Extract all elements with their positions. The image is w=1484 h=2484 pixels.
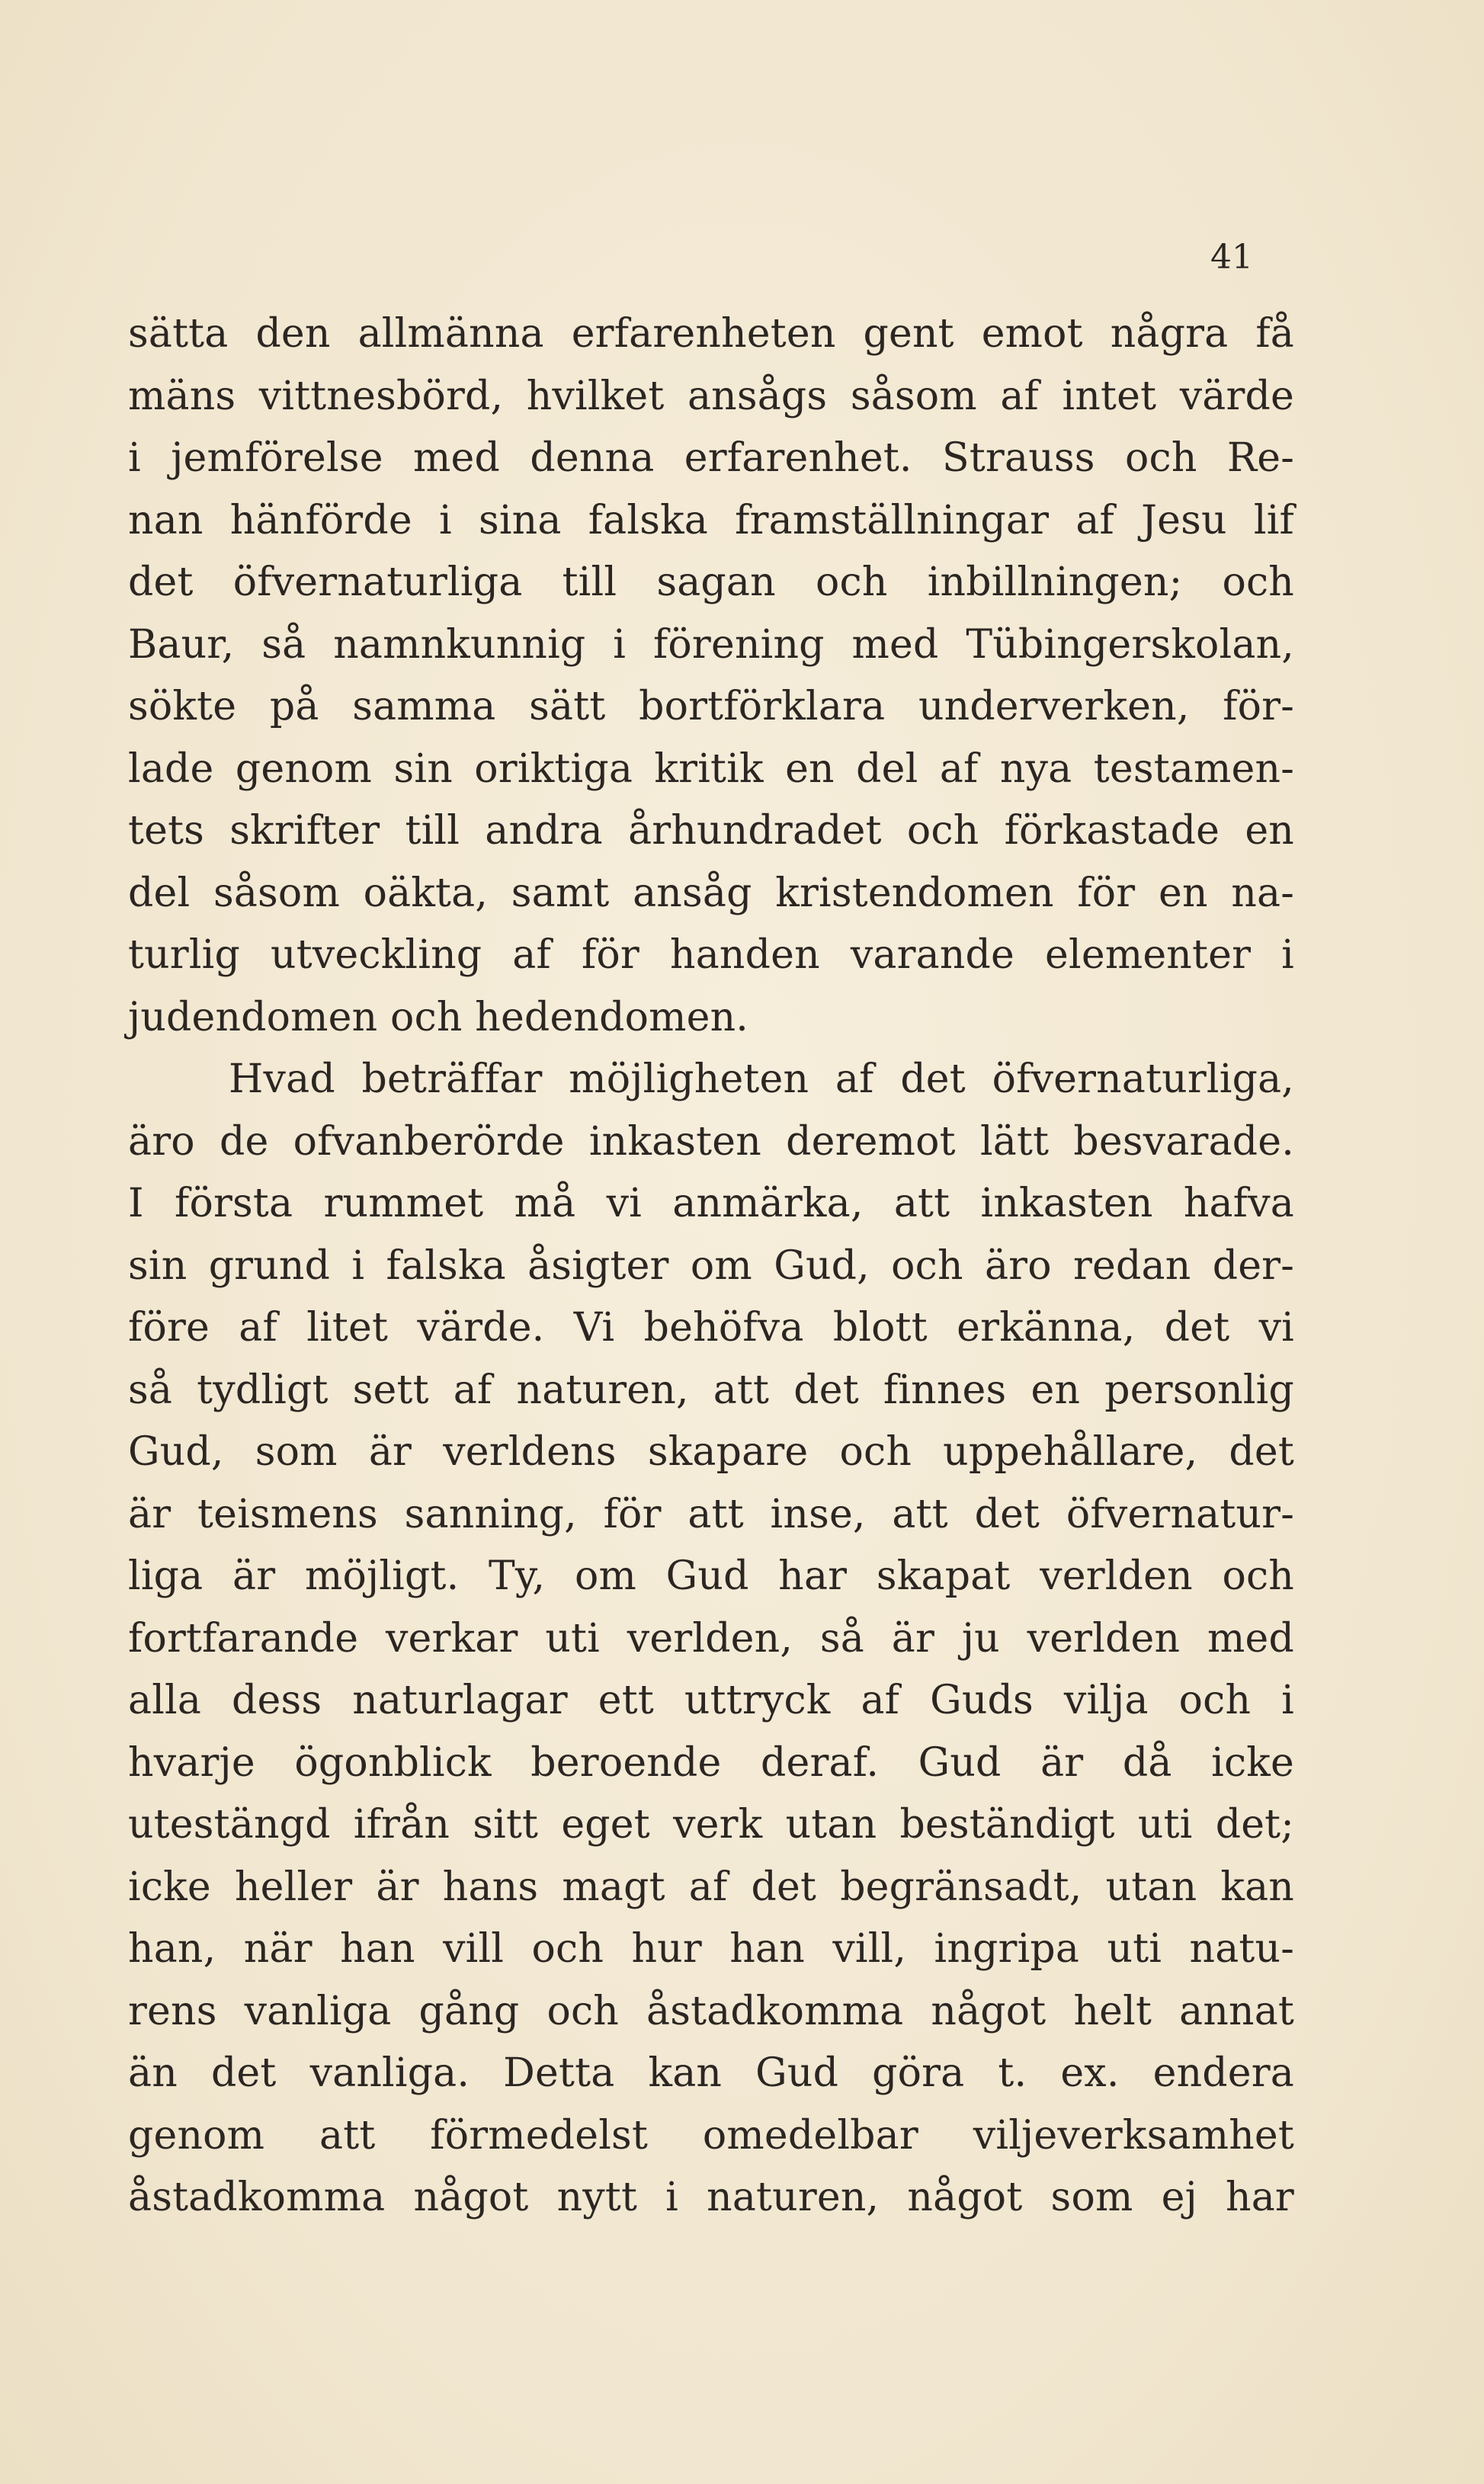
text-line: Baur, så namnkunnig i förening med Tübingerskolan, — [128, 621, 1294, 668]
text-line: före af litet värde. Vi behöfva blott erkänna, det vi — [128, 1305, 1294, 1351]
text-line: så tydligt sett af naturen, att det finnes en personlig — [128, 1367, 1294, 1413]
text-line: fortfarande verkar uti verlden, så är ju verlden med — [128, 1615, 1294, 1662]
text-line: sätta den allmänna erfarenheten gent emot några få — [128, 311, 1294, 357]
text-line: åstadkomma något nytt i naturen, något som ej har — [128, 2175, 1294, 2220]
text-line: Hvad beträffar möjligheten af det öfvernaturliga, — [229, 1056, 1294, 1102]
text-line: icke heller är hans magt af det begränsadt, utan kan — [128, 1864, 1294, 1910]
text-line: turlig utveckling af för handen varande elementer i — [128, 932, 1294, 978]
text-line: del såsom oäkta, samt ansåg kristendomen för en na- — [128, 870, 1294, 916]
text-line: utestängd ifrån sitt eget verk utan beständigt uti det; — [128, 1802, 1294, 1848]
text-line: han, när han vill och hur han vill, ingripa uti natu- — [128, 1926, 1294, 1972]
text-line: Gud, som är verldens skapare och uppehållare, det — [128, 1429, 1294, 1475]
text-line: I första rummet må vi anmärka, att inkasten hafva — [128, 1181, 1294, 1226]
text-line: än det vanliga. Detta kan Gud göra t. ex. endera — [128, 2050, 1294, 2096]
text-line: tets skrifter till andra århundradet och förkastade en — [128, 808, 1294, 854]
text-line: liga är möjligt. Ty, om Gud har skapat verlden och — [128, 1553, 1294, 1599]
text-line: sökte på samma sätt bortförklara underverken, för- — [128, 684, 1294, 729]
text-line: hvarje ögonblick beroende deraf. Gud är då icke — [128, 1739, 1294, 1786]
text-line: mäns vittnesbörd, hvilket ansågs såsom af intet värde — [128, 373, 1294, 419]
page-number: 41 — [1210, 238, 1253, 277]
text-line: sin grund i falska åsigter om Gud, och äro redan der- — [128, 1242, 1294, 1289]
text-line: i jemförelse med denna erfarenhet. Strauss och Re- — [128, 435, 1294, 481]
body-text — [128, 303, 1294, 2229]
text-line: lade genom sin oriktiga kritik en del af nya testamen- — [128, 745, 1294, 792]
text-line: nan hänförde i sina falska framställningar af Jesu lif — [128, 497, 1294, 543]
text-line: alla dess naturlagar ett uttryck af Guds vilja och i — [128, 1678, 1294, 1723]
text-line: det öfvernaturliga till sagan och inbillningen; och — [128, 559, 1294, 605]
text-line: äro de ofvanberörde inkasten deremot lätt besvarade. — [128, 1118, 1294, 1165]
text-line: rens vanliga gång och åstadkomma något helt annat — [128, 1988, 1294, 2034]
text-line: genom att förmedelst omedelbar viljeverksamhet — [128, 2112, 1294, 2159]
text-line: judendomen och hedendomen. — [128, 994, 749, 1040]
text-line: är teismens sanning, för att inse, att det öfvernatur- — [128, 1491, 1294, 1537]
